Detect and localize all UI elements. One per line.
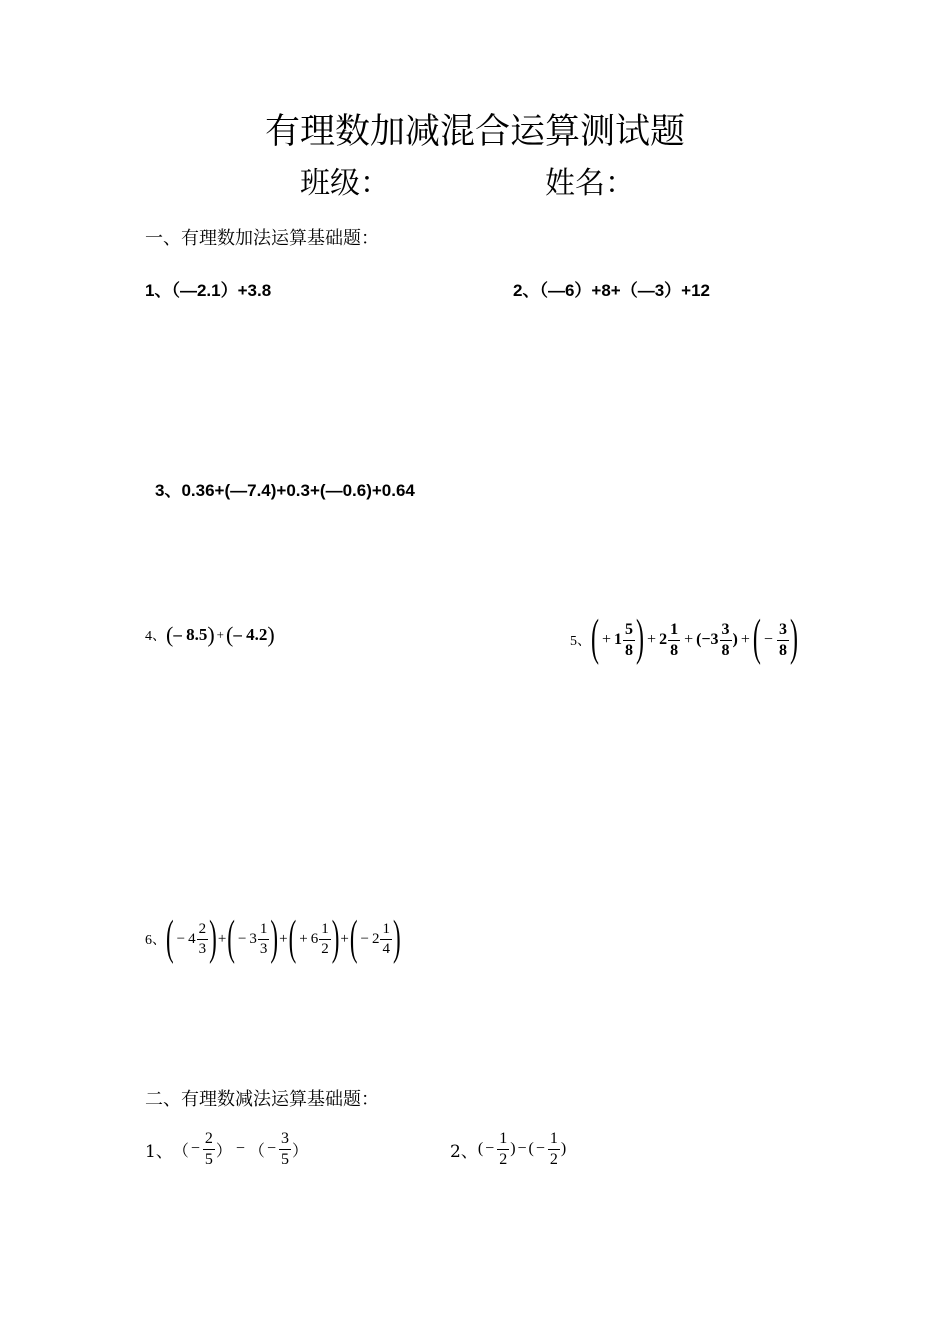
paren-close: ) — [560, 1140, 567, 1157]
plus-sign: + — [684, 631, 694, 648]
question-1-6 — [145, 911, 401, 965]
sign: − — [701, 631, 711, 648]
paren-close: ） — [291, 1142, 308, 1160]
fraction — [548, 1131, 560, 1168]
paren-open: ( — [288, 911, 297, 965]
question-index: 5、 — [570, 634, 591, 649]
question-1-2: 2、（—6）+8+（—3）+12 — [513, 281, 711, 300]
paren-close: ) — [636, 611, 645, 667]
denominator: 2 — [549, 1150, 558, 1168]
sign: − — [237, 930, 247, 947]
paren-open: ( — [166, 622, 174, 647]
paren-close: ) — [732, 631, 738, 648]
plus-sign: + — [740, 631, 750, 648]
denominator: 5 — [204, 1150, 213, 1168]
question-1-3: 3、0.36+(—7.4)+0.3+(—0.6)+0.64 — [155, 481, 415, 500]
paren-open: （ — [172, 1142, 189, 1160]
fraction — [623, 622, 635, 659]
whole: 3 — [249, 930, 257, 947]
paren-close: ) — [331, 911, 340, 965]
denominator: 8 — [721, 641, 730, 659]
fraction — [279, 1131, 291, 1168]
fraction — [203, 1131, 215, 1168]
section-1-heading: 一、有理数加法运算基础题： — [145, 228, 379, 249]
question-index: 2、 — [450, 1141, 478, 1162]
paren-close: ） — [215, 1142, 232, 1160]
plus-sign: + — [340, 930, 349, 947]
minus-sign: − — [235, 1140, 245, 1157]
fraction — [777, 622, 789, 659]
numerator: 3 — [721, 620, 730, 638]
numerator: 1 — [259, 920, 268, 937]
question-index: 6、 — [145, 933, 166, 948]
fraction — [668, 622, 680, 659]
question-1-5 — [570, 611, 798, 667]
paren-open: ( — [349, 911, 358, 965]
fraction — [497, 1131, 509, 1168]
whole: 4 — [188, 930, 196, 947]
sign: + — [602, 631, 612, 648]
plus-sign: + — [216, 627, 224, 642]
numerator: 3 — [778, 620, 787, 638]
whole: 6 — [310, 930, 319, 947]
numerator: 1 — [382, 920, 390, 937]
denominator: 5 — [280, 1150, 289, 1168]
fraction — [258, 922, 270, 957]
denominator: 8 — [778, 641, 787, 659]
page-title: 有理数加减混合运算测试题 — [264, 112, 685, 152]
paren-open: ( — [752, 611, 761, 667]
numerator: 2 — [198, 920, 207, 937]
sign: − — [266, 1140, 276, 1157]
sign: − — [485, 1140, 495, 1157]
paren-open: ( — [226, 622, 234, 647]
sign: − — [176, 930, 186, 947]
numerator: 1 — [499, 1129, 508, 1147]
question-index: 1、 — [145, 1141, 173, 1162]
paren-close: ) — [270, 911, 279, 965]
sign: + — [299, 930, 308, 947]
whole: 2 — [371, 930, 380, 947]
operand: – 8.5 — [173, 625, 208, 644]
denominator: 8 — [670, 641, 679, 659]
numerator: 2 — [204, 1129, 213, 1147]
whole: 1 — [614, 631, 623, 648]
sign: − — [360, 930, 369, 947]
denominator: 4 — [382, 940, 390, 957]
section-2-heading: 二、有理数减法运算基础题： — [145, 1089, 379, 1110]
denominator: 2 — [321, 940, 329, 957]
plus-sign: + — [279, 930, 288, 947]
denominator: 3 — [259, 940, 268, 957]
plus-sign: + — [647, 631, 657, 648]
fraction — [720, 622, 732, 659]
paren-open: （ — [248, 1142, 265, 1160]
sign: − — [190, 1140, 200, 1157]
whole: 3 — [710, 631, 719, 648]
operand: – 4.2 — [233, 625, 268, 644]
numerator: 3 — [280, 1129, 289, 1147]
minus-sign: − — [517, 1140, 527, 1157]
paren-close: ) — [510, 1140, 516, 1157]
question-1-4 — [145, 622, 275, 648]
plus-sign: + — [217, 930, 227, 947]
paren-open: ( — [528, 1140, 534, 1157]
paren-close: ) — [207, 622, 215, 647]
paren-open: ( — [591, 611, 599, 667]
numerator: 1 — [321, 920, 329, 937]
class-label: 班级： — [300, 166, 390, 201]
paren-open: ( — [227, 911, 235, 965]
fraction — [319, 922, 331, 957]
sign: − — [535, 1140, 545, 1157]
question-2-1 — [145, 1126, 308, 1172]
fraction — [380, 922, 392, 957]
denominator: 8 — [625, 641, 634, 659]
paren-close: ) — [789, 611, 798, 667]
fraction — [197, 922, 209, 957]
paren-close: ) — [392, 911, 401, 965]
numerator: 1 — [670, 620, 679, 638]
numerator: 5 — [625, 620, 634, 638]
paren-open: ( — [166, 911, 174, 965]
numerator: 1 — [549, 1129, 558, 1147]
paren-open: ( — [696, 631, 702, 648]
paren-open: ( — [477, 1140, 484, 1157]
denominator: 2 — [499, 1150, 508, 1168]
denominator: 3 — [198, 940, 207, 957]
question-1-1: 1、（—2.1）+3.8 — [145, 281, 272, 300]
name-label: 姓名： — [545, 166, 635, 201]
question-index: 4、 — [145, 629, 166, 644]
whole: 2 — [659, 631, 668, 648]
paren-close: ) — [209, 911, 217, 965]
sign: − — [763, 631, 773, 648]
question-2-2 — [450, 1126, 566, 1172]
paren-close: ) — [267, 622, 275, 647]
